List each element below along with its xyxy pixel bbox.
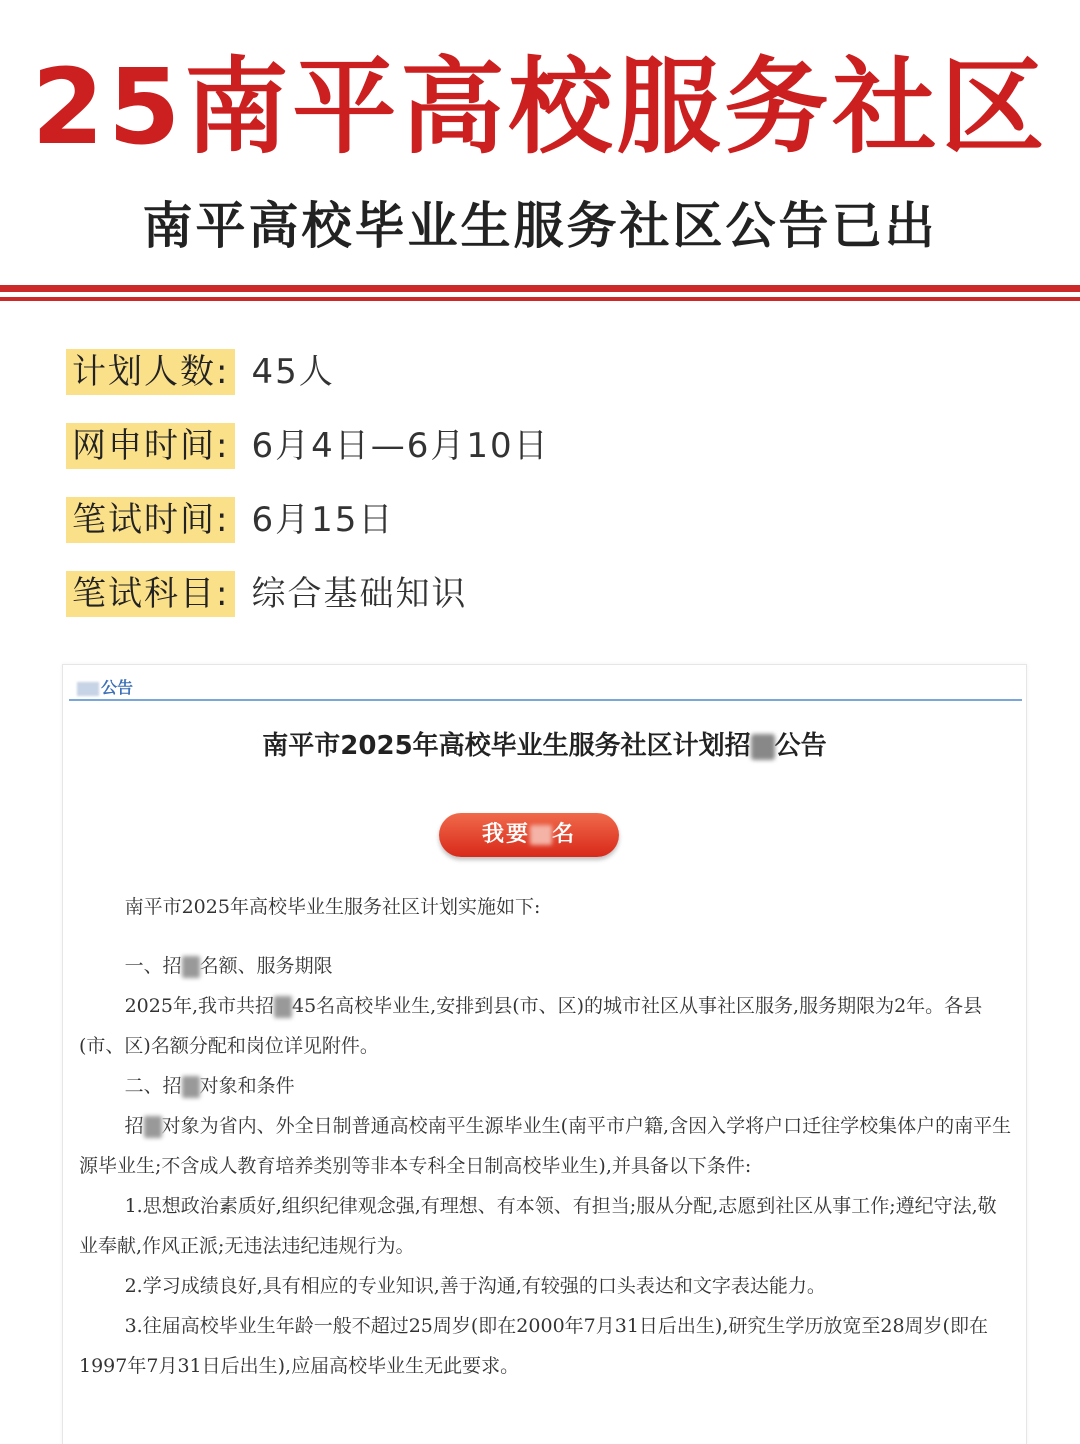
condition-item-2: 2.学习成绩良好,具有相应的专业知识,善于沟通,有较强的口头表达和文字表达能力。 xyxy=(124,1275,826,1297)
info-row-exam-subject xyxy=(66,571,467,617)
info-label: 笔试科目: xyxy=(66,571,235,617)
info-value: 45人 xyxy=(251,352,335,392)
info-value: 综合基础知识 xyxy=(251,574,468,614)
info-row-exam-time xyxy=(66,497,394,543)
page-subtitle: 南平高校毕业生服务社区公告已出 xyxy=(142,197,938,255)
info-value: 6月4日—6月10日 xyxy=(251,426,550,466)
info-row-plan-count xyxy=(66,349,335,395)
text-part: 名额、服务期限 xyxy=(199,955,333,977)
notice-title xyxy=(63,725,1026,762)
apply-label-part: 名 xyxy=(552,822,577,847)
text-part: 对象为省内、外全日制普通高校南平生源毕业生(南平市户籍,含因入学将户口迁往学校集体户的南平生源毕业生;不含成人教育培养类别等非本专科全日制高校毕业生),并具备以下条件: xyxy=(79,1115,1012,1177)
condition-item-3: 3.往届高校毕业生年龄一般不超过25周岁(即在2000年7月31日后出生),研究生学历放宽至28周岁(即在1997年7月31日后出生),应届高校毕业生无此要求。 xyxy=(79,1315,988,1377)
redacted-mark xyxy=(274,996,292,1018)
divider-thin xyxy=(0,297,1080,301)
text-part: 招 xyxy=(124,1115,144,1137)
apply-button[interactable] xyxy=(439,813,619,857)
redacted-mark xyxy=(530,825,552,845)
redacted-mark xyxy=(182,956,200,978)
section-heading-2 xyxy=(79,1066,1013,1106)
text-part: 45名高校毕业生,安排到县(市、区)的城市社区从事社区服务,服务期限为2年。各县(市、区)名额分配和岗位详见附件。 xyxy=(79,995,983,1057)
section-1-body xyxy=(79,986,1013,1066)
redacted-mark xyxy=(144,1116,162,1138)
notice-title-part: 南平市2025年高校毕业生服务社区计划招 xyxy=(262,731,751,761)
tab-underline xyxy=(69,699,1022,701)
redacted-mark xyxy=(751,734,775,760)
notice-tab[interactable] xyxy=(77,675,133,698)
text-part: 二、招 xyxy=(124,1075,182,1097)
apply-label-part: 我要 xyxy=(481,822,530,847)
info-label: 网申时间: xyxy=(66,423,235,469)
section-heading-1 xyxy=(79,946,1013,986)
divider-thick xyxy=(0,285,1080,292)
section-2-body xyxy=(79,1106,1013,1186)
condition-item-1: 1.思想政治素质好,组织纪律观念强,有理想、有本领、有担当;服从分配,志愿到社区从事工作;遵纪守法,敬业奉献,作风正派;无违法违纪违规行为。 xyxy=(79,1195,997,1257)
notice-title-part: 公告 xyxy=(774,731,827,761)
notice-screenshot xyxy=(62,664,1027,1444)
redacted-mark xyxy=(182,1076,200,1098)
info-row-apply-time xyxy=(66,423,550,469)
redacted-mark xyxy=(77,682,99,696)
notice-intro: 南平市2025年高校毕业生服务社区计划实施如下: xyxy=(124,896,541,918)
info-value: 6月15日 xyxy=(251,500,395,540)
text-part: 对象和条件 xyxy=(199,1075,295,1097)
page-title: 25南平高校服务社区 xyxy=(31,46,1049,168)
text-part: 一、招 xyxy=(124,955,182,977)
notice-tab-label: 公告 xyxy=(101,678,134,697)
info-label: 笔试时间: xyxy=(66,497,235,543)
text-part: 2025年,我市共招 xyxy=(124,995,274,1017)
info-label: 计划人数: xyxy=(66,349,235,395)
